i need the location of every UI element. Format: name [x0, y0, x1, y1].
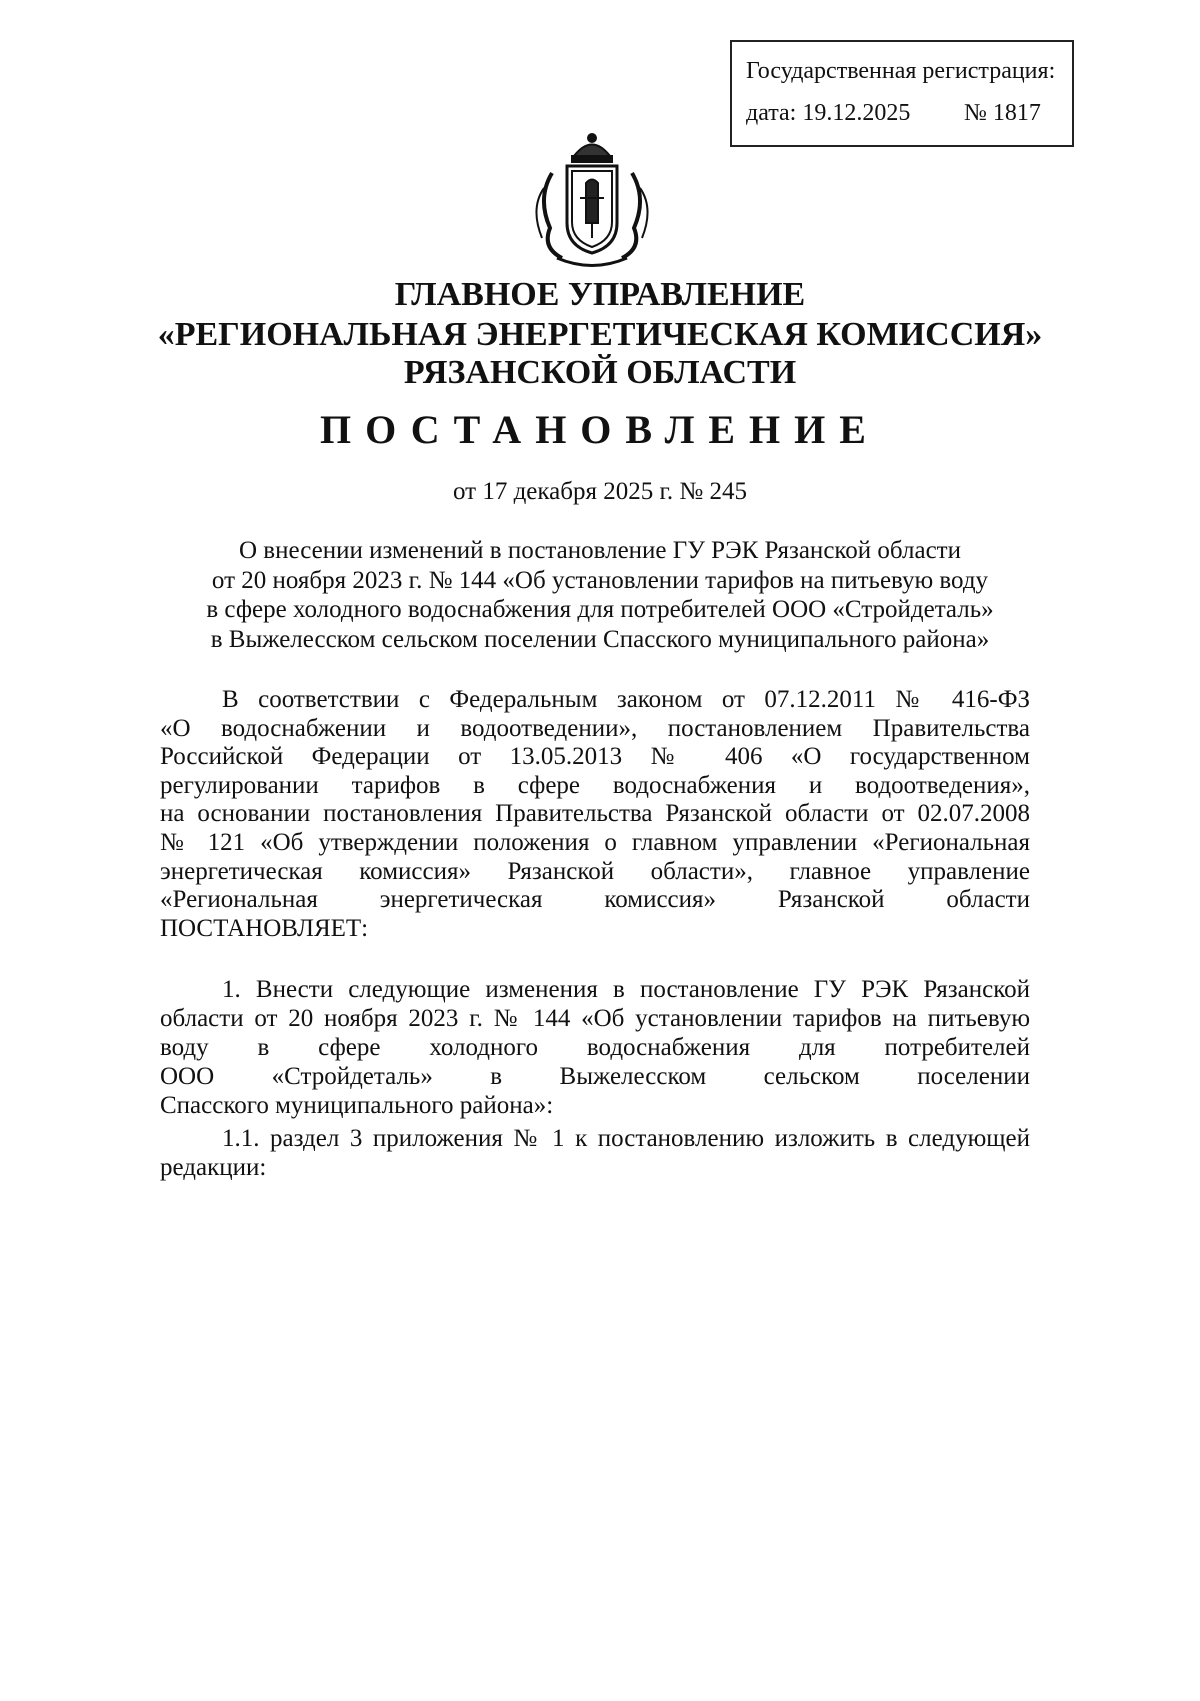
clause-1-line: области от 20 ноября 2023 г. № 144 «Об установлении тарифов на питьевую [160, 1005, 1030, 1032]
header-line-2: «РЕГИОНАЛЬНАЯ ЭНЕРГЕТИЧЕСКАЯ КОМИССИЯ» [157, 316, 1043, 353]
preamble-line: энергетическая комиссия» Рязанской области», главное управление [160, 858, 1030, 885]
clause-1-line: воду в сфере холодного водоснабжения для потребителей [160, 1034, 1030, 1061]
clause-1-line: Спасского муниципального района»: [160, 1092, 554, 1119]
preamble-resolves: ПОСТАНОВЛЯЕТ: [160, 915, 369, 942]
subject-line: в сфере холодного водоснабжения для потребителей ООО «Стройдеталь» [206, 596, 994, 623]
preamble-line: регулировании тарифов в сфере водоснабжения и водоотведения», [160, 772, 1030, 799]
registration-title: Государственная регистрация: [746, 58, 1056, 84]
document-type: ПОСТАНОВЛЕНИЕ [320, 407, 880, 452]
header-line-3: РЯЗАНСКОЙ ОБЛАСТИ [403, 354, 797, 391]
subject-line: О внесении изменений в постановление ГУ РЭК Рязанской области [239, 537, 961, 564]
registration-date: дата: 19.12.2025 [746, 100, 911, 126]
coat-of-arms-emblem [522, 128, 662, 273]
preamble-line: «Региональная энергетическая комиссия» Рязанской области [160, 886, 1030, 913]
preamble-line: «О водоснабжении и водоотведении», постановлением Правительства [160, 715, 1030, 742]
clause-1-line: 1. Внести следующие изменения в постановление ГУ РЭК Рязанской [222, 976, 1030, 1003]
clause-1-1-line: 1.1. раздел 3 приложения № 1 к постановлению изложить в следующей [222, 1125, 1030, 1152]
preamble-line: Российской Федерации от 13.05.2013 № 406 «О государственном [160, 743, 1030, 770]
header-line-1: ГЛАВНОЕ УПРАВЛЕНИЕ [394, 276, 806, 313]
document-date-number: от 17 декабря 2025 г. № 245 [452, 478, 748, 505]
subject-line: в Выжелесском сельском поселении Спасского муниципального района» [210, 626, 990, 653]
clause-1-1-line: редакции: [160, 1154, 267, 1181]
registration-number: № 1817 [964, 100, 1041, 126]
preamble-line: В соответствии с Федеральным законом от 07.12.2011 № 416-ФЗ [222, 686, 1030, 713]
preamble-line: № 121 «Об утверждении положения о главном управлении «Региональная [160, 829, 1030, 856]
clause-1-line: ООО «Стройдеталь» в Выжелесском сельском поселении [160, 1063, 1030, 1090]
registration-stamp [730, 40, 1074, 147]
preamble-line: на основании постановления Правительства Рязанской области от 02.07.2008 [160, 800, 1030, 827]
subject-line: от 20 ноября 2023 г. № 144 «Об установлении тарифов на питьевую воду [211, 567, 989, 594]
